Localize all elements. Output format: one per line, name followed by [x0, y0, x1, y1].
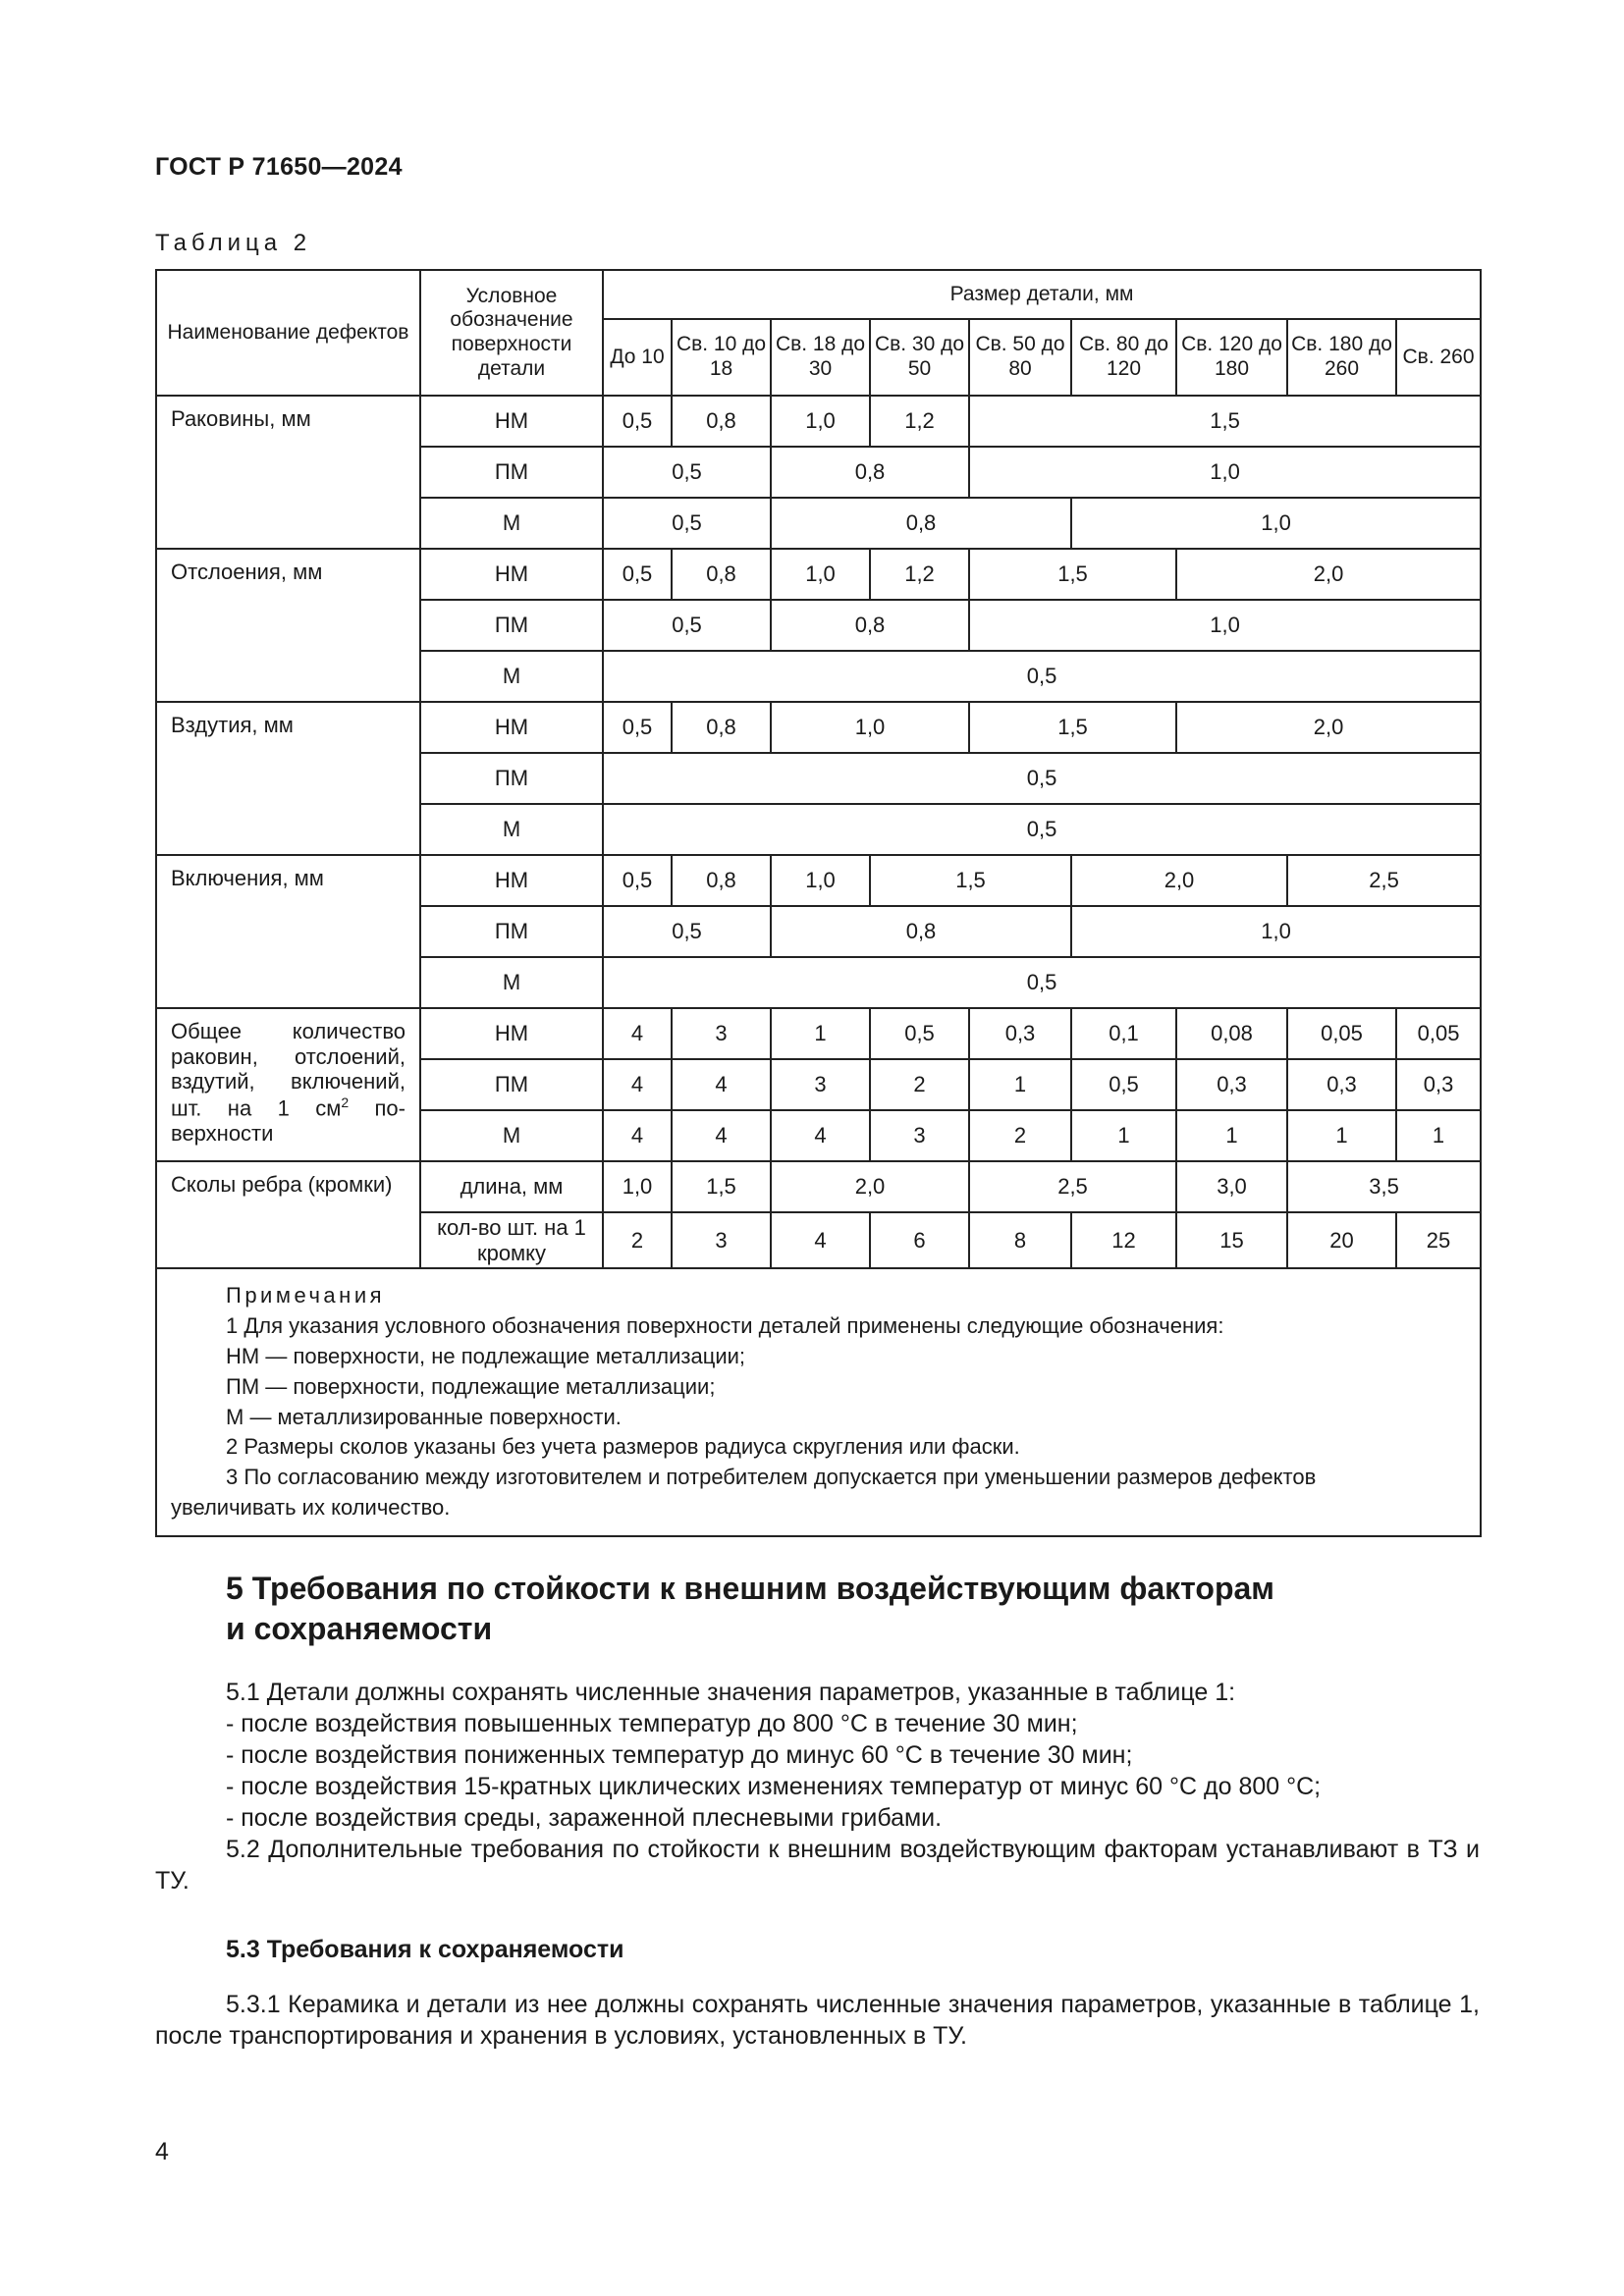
- note-3-continued: увеличивать их количество.: [171, 1495, 451, 1521]
- surface-designation: НМ: [420, 702, 603, 753]
- table-caption: Таблица 2: [155, 230, 312, 256]
- subsection-5-3-heading: 5.3 Требования к сохраняемости: [226, 1936, 624, 1963]
- value-cell: 0,8: [771, 906, 1071, 957]
- defect-name: Отслоения, мм: [156, 549, 420, 702]
- surface-designation: ПМ: [420, 906, 603, 957]
- value-cell: 1,5: [969, 396, 1481, 447]
- value-cell: 3: [870, 1110, 969, 1161]
- defect-name: Раковины, мм: [156, 396, 420, 549]
- size-range: Св. 260: [1396, 319, 1481, 396]
- size-range: Св. 50 до 80: [969, 319, 1071, 396]
- value-cell: 0,5: [603, 957, 1481, 1008]
- defect-name: Вздутия, мм: [156, 702, 420, 855]
- surface-designation: НМ: [420, 1008, 603, 1059]
- value-cell: 0,5: [603, 906, 771, 957]
- value-cell: 1,0: [771, 396, 870, 447]
- value-cell: 4: [771, 1212, 870, 1268]
- value-cell: 0,8: [672, 396, 771, 447]
- value-cell: 0,3: [1287, 1059, 1396, 1110]
- value-cell: 3: [771, 1059, 870, 1110]
- value-cell: 2: [603, 1212, 672, 1268]
- value-cell: 25: [1396, 1212, 1481, 1268]
- value-cell: 0,5: [603, 447, 771, 498]
- table-row: [156, 549, 1481, 600]
- surface-designation: М: [420, 804, 603, 855]
- page-number: 4: [155, 2138, 169, 2165]
- size-range: Св. 180 до 260: [1287, 319, 1396, 396]
- list-item: - после воздействия 15-кратных циклических изменениях температур от минус 60 °C до 800 °C;: [226, 1773, 1322, 1800]
- section-5-3-1: [155, 1989, 1480, 2052]
- value-cell: 2,0: [1176, 549, 1481, 600]
- table-row: [156, 1161, 1481, 1212]
- value-cell: 0,5: [603, 804, 1481, 855]
- surface-designation: ПМ: [420, 600, 603, 651]
- value-cell: 1,0: [771, 549, 870, 600]
- value-cell: 0,5: [870, 1008, 969, 1059]
- value-cell: 20: [1287, 1212, 1396, 1268]
- value-cell: 0,5: [603, 855, 672, 906]
- note-1: 1 Для указания условного обозначения поверхности деталей применены следующие обозначения:: [226, 1313, 1224, 1339]
- note-2: 2 Размеры сколов указаны без учета размеров радиуса скругления или фаски.: [226, 1434, 1020, 1460]
- value-cell: 0,3: [1396, 1059, 1481, 1110]
- value-cell: 1: [969, 1059, 1071, 1110]
- value-cell: 1,5: [969, 549, 1176, 600]
- note-m: М — металлизированные поверхности.: [226, 1404, 622, 1429]
- value-cell: 0,5: [603, 396, 672, 447]
- size-range: Св. 18 до 30: [771, 319, 870, 396]
- section-5-title-line-2: и сохраняемости: [226, 1610, 493, 1646]
- value-cell: 4: [603, 1110, 672, 1161]
- paragraph-5-3-1: 5.3.1 Керамика и детали из нее должны сохранять численные значения параметров, указанные в таблице 1, после транспортирования и хранения в условиях, установленных в ТУ.: [155, 1991, 1480, 2050]
- value-cell: 1: [1071, 1110, 1176, 1161]
- value-cell: 15: [1176, 1212, 1287, 1268]
- note-pm: ПМ — поверхности, подлежащие металлизации;: [226, 1373, 716, 1399]
- value-cell: 1,0: [1071, 498, 1481, 549]
- value-cell: 2,0: [1176, 702, 1481, 753]
- value-cell: 2: [870, 1059, 969, 1110]
- defects-table: [155, 269, 1482, 1537]
- value-cell: 1: [1287, 1110, 1396, 1161]
- value-cell: 1,0: [771, 702, 969, 753]
- value-cell: 0,5: [603, 549, 672, 600]
- value-cell: 6: [870, 1212, 969, 1268]
- value-cell: 0,8: [771, 498, 1071, 549]
- value-cell: 3,5: [1287, 1161, 1481, 1212]
- notes-title: Примечания: [226, 1283, 386, 1308]
- surface-designation: М: [420, 1110, 603, 1161]
- value-cell: 3,0: [1176, 1161, 1287, 1212]
- value-cell: 0,05: [1287, 1008, 1396, 1059]
- paragraph-5-2: 5.2 Дополнительные требования по стойкости к внешним воздействующим факторам устанавливают в ТЗ и ТУ.: [155, 1836, 1480, 1895]
- surface-designation: кол-во шт. на 1 кромку: [420, 1212, 603, 1268]
- value-cell: 1,0: [969, 447, 1481, 498]
- value-cell: 2,0: [771, 1161, 969, 1212]
- value-cell: 0,3: [1176, 1059, 1287, 1110]
- value-cell: 2,0: [1071, 855, 1287, 906]
- value-cell: 1,0: [771, 855, 870, 906]
- surface-designation: М: [420, 498, 603, 549]
- table-row: [156, 855, 1481, 906]
- surface-designation: М: [420, 957, 603, 1008]
- value-cell: 12: [1071, 1212, 1176, 1268]
- value-cell: 0,8: [771, 600, 969, 651]
- value-cell: 0,8: [771, 447, 969, 498]
- value-cell: 1,2: [870, 549, 969, 600]
- value-cell: 2,5: [969, 1161, 1176, 1212]
- value-cell: 4: [672, 1059, 771, 1110]
- value-cell: 0,1: [1071, 1008, 1176, 1059]
- note-3: 3 По согласованию между изготовителем и потребителем допускается при уменьшении размеров дефектов: [226, 1465, 1317, 1490]
- value-cell: 2: [969, 1110, 1071, 1161]
- value-cell: 8: [969, 1212, 1071, 1268]
- value-cell: 0,5: [1071, 1059, 1176, 1110]
- table-row: [156, 396, 1481, 447]
- defect-name-superscript: 2: [341, 1095, 350, 1111]
- value-cell: 0,5: [603, 753, 1481, 804]
- size-range: До 10: [603, 319, 672, 396]
- list-item: - после воздействия среды, зараженной плесневыми грибами.: [226, 1804, 943, 1832]
- defect-name: Сколы ребра (кромки): [156, 1161, 420, 1268]
- value-cell: 1,5: [969, 702, 1176, 753]
- surface-designation: ПМ: [420, 753, 603, 804]
- size-range: Св. 30 до 50: [870, 319, 969, 396]
- defect-name: Включения, мм: [156, 855, 420, 1008]
- section-5-1: [155, 1677, 1480, 1896]
- header-part-size: Размер детали, мм: [603, 270, 1481, 319]
- size-range: Св. 120 до 180: [1176, 319, 1287, 396]
- value-cell: 2,5: [1287, 855, 1481, 906]
- value-cell: 0,5: [603, 702, 672, 753]
- header-surface-designation: Условное обозначение поверхности детали: [420, 270, 603, 396]
- value-cell: 3: [672, 1008, 771, 1059]
- value-cell: 1,5: [870, 855, 1071, 906]
- header-defect-name: Наименование дефектов: [156, 270, 420, 396]
- value-cell: 0,8: [672, 702, 771, 753]
- value-cell: 1,0: [969, 600, 1481, 651]
- size-range: Св. 80 до 120: [1071, 319, 1176, 396]
- paragraph-5-1: 5.1 Детали должны сохранять численные значения параметров, указанные в таблице 1:: [226, 1679, 1236, 1706]
- note-nm: НМ — поверхности, не подлежащие металлизации;: [226, 1344, 746, 1369]
- value-cell: 4: [771, 1110, 870, 1161]
- value-cell: 4: [603, 1059, 672, 1110]
- defect-name-text: Общее количество раковин, отслоений, вздутий, включений, шт. на 1 см: [171, 1019, 406, 1121]
- value-cell: 0,05: [1396, 1008, 1481, 1059]
- value-cell: 1: [1396, 1110, 1481, 1161]
- value-cell: 1: [1176, 1110, 1287, 1161]
- surface-designation: НМ: [420, 549, 603, 600]
- surface-designation: М: [420, 651, 603, 702]
- value-cell: 1,0: [1071, 906, 1481, 957]
- section-5-title: [226, 1569, 1384, 1649]
- value-cell: 0,5: [603, 651, 1481, 702]
- surface-designation: ПМ: [420, 447, 603, 498]
- size-range: Св. 10 до 18: [672, 319, 771, 396]
- defect-name: [156, 1008, 420, 1161]
- surface-designation: НМ: [420, 855, 603, 906]
- document-code: ГОСТ Р 71650—2024: [155, 153, 403, 181]
- value-cell: 0,8: [672, 855, 771, 906]
- defect-name-text: поверхности: [171, 1095, 406, 1147]
- value-cell: 0,3: [969, 1008, 1071, 1059]
- list-item: - после воздействия пониженных температур до минус 60 °C в течение 30 мин;: [226, 1741, 1133, 1769]
- value-cell: 4: [603, 1008, 672, 1059]
- table-row: [156, 702, 1481, 753]
- surface-designation: ПМ: [420, 1059, 603, 1110]
- section-5-title-line-1: 5 Требования по стойкости к внешним воздействующим факторам: [226, 1571, 1274, 1606]
- value-cell: 0,5: [603, 498, 771, 549]
- value-cell: 0,08: [1176, 1008, 1287, 1059]
- table-row: [156, 1008, 1481, 1059]
- value-cell: 0,8: [672, 549, 771, 600]
- value-cell: 0,5: [603, 600, 771, 651]
- list-item: - после воздействия повышенных температур до 800 °C в течение 30 мин;: [226, 1710, 1078, 1737]
- value-cell: 1,0: [603, 1161, 672, 1212]
- table-notes: [156, 1268, 1481, 1535]
- value-cell: 3: [672, 1212, 771, 1268]
- value-cell: 1,5: [672, 1161, 771, 1212]
- surface-designation: НМ: [420, 396, 603, 447]
- value-cell: 4: [672, 1110, 771, 1161]
- value-cell: 1,2: [870, 396, 969, 447]
- surface-designation: длина, мм: [420, 1161, 603, 1212]
- value-cell: 1: [771, 1008, 870, 1059]
